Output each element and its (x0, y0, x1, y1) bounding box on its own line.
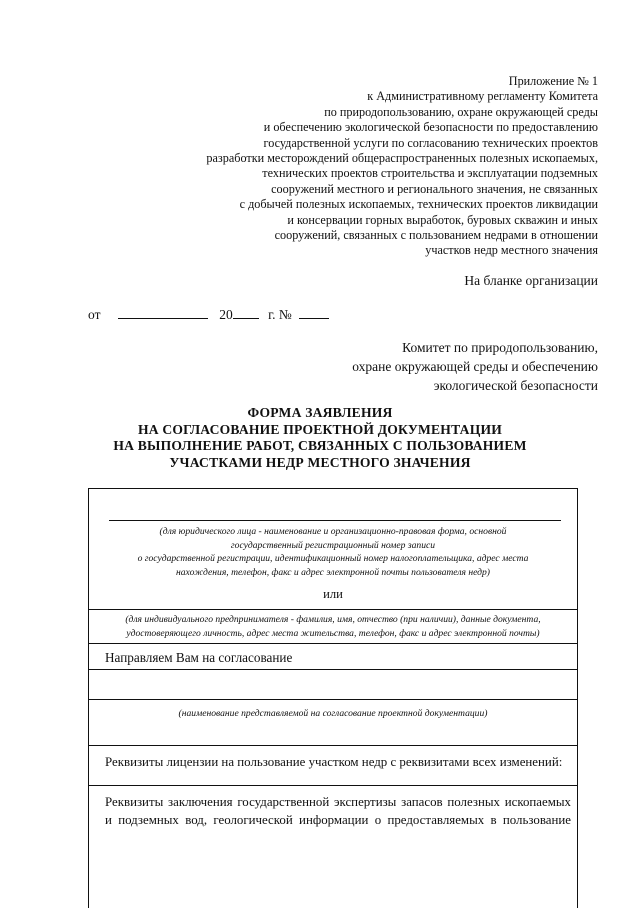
appendix-header (118, 74, 598, 259)
form-title-line: НА ВЫПОЛНЕНИЕ РАБОТ, СВЯЗАННЫХ С ПОЛЬЗОВАНИЕМ (113, 438, 527, 453)
send-label: Направляем Вам на согласование (105, 650, 293, 665)
recipient-block (352, 338, 598, 395)
appendix-line: технических проектов строительства и эксплуатации подземных (262, 166, 598, 181)
appendix-line: Приложение № 1 (508, 74, 598, 88)
application-form-table (88, 488, 578, 908)
appendix-line: и консервации горных выработок, буровых скважин и иных (287, 212, 598, 227)
date-from-label: от (88, 307, 101, 322)
number-label: г. № (268, 307, 292, 322)
date-number-line (88, 306, 329, 323)
document-name-note: (наименование представляемой на согласование проектной документации) (178, 708, 488, 719)
individual-note: (для индивидуального предпринимателя - фамилия, имя, отчество (при наличии), данные документа, удостоверяющего личность, адрес места жительства, телефон, факс и адрес электронной почты) (125, 614, 541, 639)
year-prefix: 20 (219, 307, 233, 322)
expertise-label: Реквизиты заключения государственной экспертизы запасов полезных ископаемых и подземных вод, геологической информации о предоставляемых в пользование (105, 795, 571, 827)
appendix-line: сооружений местного и регионального значения, не связанных (271, 181, 598, 196)
appendix-line: и обеспечению экологической безопасности по предоставлению (263, 120, 598, 135)
row-divider (89, 745, 577, 746)
recipient-line: охране окружающей среды и обеспечению (352, 359, 598, 374)
appendix-line: сооружений, связанных с пользованием недрами в отношении (274, 228, 598, 243)
appendix-line: разработки месторождений общераспространенных полезных ископаемых, (206, 151, 598, 166)
document-name-entry-line[interactable] (89, 699, 577, 700)
row-divider (89, 669, 577, 670)
year-blank-field[interactable] (233, 306, 259, 319)
appendix-line: с добычей полезных ископаемых, технических проектов ликвидации (239, 197, 598, 212)
row-divider (89, 643, 577, 644)
date-blank-field[interactable] (118, 306, 208, 319)
form-title (60, 405, 580, 471)
recipient-line: Комитет по природопользованию, (402, 340, 598, 355)
appendix-line: к Административному регламенту Комитета (367, 89, 598, 104)
form-title-line: ФОРМА ЗАЯВЛЕНИЯ (247, 405, 393, 420)
applicant-entry-line[interactable] (109, 520, 561, 521)
or-label: или (323, 587, 343, 601)
recipient-line: экологической безопасности (433, 378, 598, 393)
number-blank-field[interactable] (299, 306, 329, 319)
row-divider (89, 785, 577, 786)
form-title-line: УЧАСТКАМИ НЕДР МЕСТНОГО ЗНАЧЕНИЯ (169, 454, 471, 470)
appendix-line: участков недр местного значения (425, 243, 598, 258)
license-label: Реквизиты лицензии на пользование участком недр с реквизитами всех изменений: (105, 755, 563, 769)
appendix-line: государственной услуги по согласованию технических проектов (263, 135, 598, 150)
letterhead-note: На бланке организации (464, 273, 598, 288)
legal-entity-note: (для юридического лица - наименование и организационно-правовая форма, основной государственный регистрационный номер записи о государственной регистрации, идентификационный номер налогоплательщика, адрес места нахождения, телефон, факс и адрес электронной почты пользователя недр) (137, 526, 529, 578)
form-title-line: НА СОГЛАСОВАНИЕ ПРОЕКТНОЙ ДОКУМЕНТАЦИИ (137, 421, 503, 437)
row-divider (89, 609, 577, 610)
appendix-line: по природопользованию, охране окружающей среды (324, 104, 598, 119)
